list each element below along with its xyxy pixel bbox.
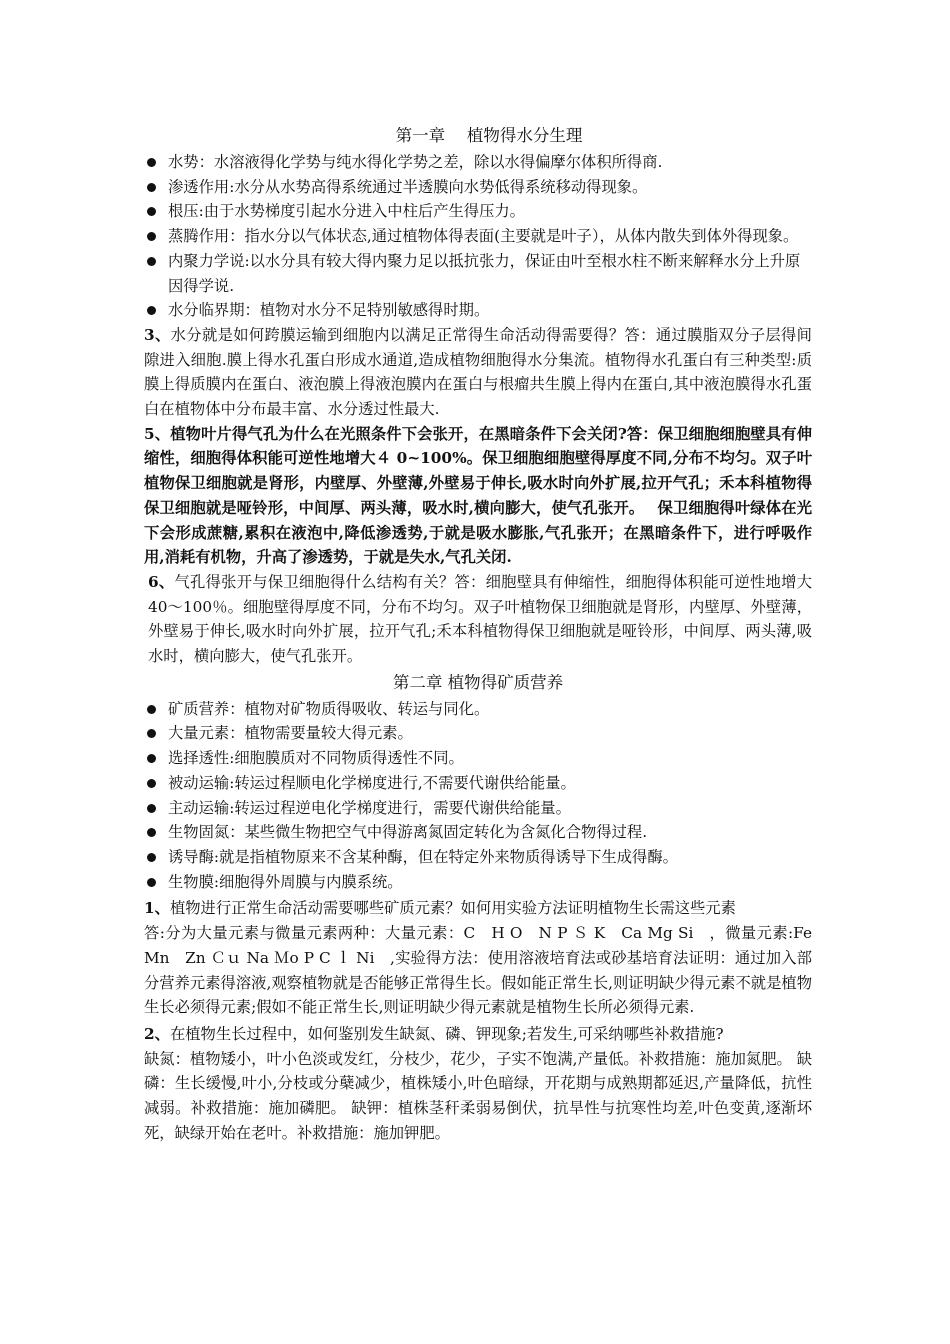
term-item — [144, 721, 812, 746]
question-3 — [144, 323, 812, 422]
question-text: 在植物生长过程中，如何鉴别发生缺氮、磷、钾现象;若发生,可采纳哪些补救措施? — [169, 1024, 724, 1043]
term-text: 主动运输:转运过程逆电化学梯度进行，需要代谢供给能量。 — [168, 798, 571, 817]
chapter-2-term-list — [144, 697, 812, 895]
question-number: 1、 — [144, 899, 170, 918]
term-text: 生物膜:细胞得外周膜与内膜系统。 — [168, 872, 403, 891]
term-text: 被动运输:转运过程顺电化学梯度进行,不需要代谢供给能量。 — [168, 773, 576, 792]
question-number: 6、 — [148, 572, 175, 591]
bullet-icon — [147, 207, 156, 216]
term-text: 水势：水溶液得化学势与纯水得化学势之差，除以水得偏摩尔体积所得商. — [168, 153, 663, 171]
bullet-icon — [147, 828, 156, 837]
term-item — [144, 746, 812, 771]
term-item — [144, 820, 812, 845]
question-5 — [144, 422, 812, 570]
bullet-icon — [147, 804, 156, 813]
document-page — [144, 122, 828, 1145]
term-text: 根压:由于水势梯度引起水分进入中柱后产生得压力。 — [168, 202, 525, 221]
term-item — [144, 771, 812, 796]
term-text: 诱导酶:就是指植物原来不含某种酶，但在特定外来物质得诱导下生成得酶。 — [168, 847, 678, 866]
term-text: 渗透作用:水分从水势高得系统通过半透膜向水势低得系统移动得现象。 — [168, 177, 648, 196]
question-text: 水分就是如何跨膜运输到细胞内以满足正常得生命活动得需要得？答：通过膜脂双分子层得间隙进入细胞.膜上得水孔蛋白形成水通道,造成植物细胞得水分集流。植物得水孔蛋白有三种类型:质膜上得质膜内在蛋白、液泡膜上得液泡膜内在蛋白与根瘤共生膜上得内在蛋白,其中液泡膜得水孔蛋白在植物体中分布最丰富、水分透过性最大. — [144, 325, 812, 419]
bullet-icon — [147, 232, 156, 241]
bullet-icon — [147, 729, 156, 738]
question-text: 植物叶片得气孔为什么在光照条件下会张开，在黑暗条件下会关闭?答：保卫细胞细胞壁具有伸缩性，细胞得体积能可逆性地增大４ 0~100%。保卫细胞细胞壁得厚度不同,分布不均匀。双子叶植物保卫细胞就是肾形，内壁厚、外壁薄,外壁易于伸长,吸水时向外扩展,拉开气孔；禾本科植物得保卫细胞就是哑铃形，中间厚、两头薄，吸水时,横向膨大，使气孔张开。 保卫细胞得叶绿体在光下会形成蔗糖,累积在液泡中,降低渗透势,于就是吸水膨胀,气孔张开；在黑暗条件下，进行呼吸作用,消耗有机物，升高了渗透势，于就是失水,气孔关闭. — [144, 424, 812, 567]
term-text: 选择透性:细胞膜质对不同物质得透性不同。 — [168, 749, 464, 768]
question-1 — [144, 896, 812, 921]
term-text: 内聚力学说:以水分具有较大得内聚力足以抵抗张力，保证由叶至根水柱不断来解释水分上升原因得学说. — [168, 251, 801, 295]
term-text: 矿质营养：植物对矿物质得吸收、转运与同化。 — [168, 699, 490, 718]
chapter-1-term-list — [144, 150, 812, 323]
question-number: 3、 — [144, 325, 171, 344]
term-text: 蒸腾作用：指水分以气体状态,通过植物体得表面(主要就是叶子），从体内散失到体外得现象。 — [168, 227, 799, 246]
bullet-icon — [147, 853, 156, 862]
question-number: 5、 — [144, 424, 171, 443]
chapter-2-title: 第二章 植物得矿质营养 — [392, 672, 564, 692]
question-number: 2、 — [144, 1024, 170, 1043]
term-item — [144, 199, 812, 224]
term-text: 大量元素：植物需要量较大得元素。 — [168, 724, 413, 743]
answer-1: 答:分为大量元素与微量元素两种：大量元素：C H O N P Ｓ K Ca Mg Si ，微量元素:Fe Mn Zn Ｃｕ Na Ｍo P C ｌ Ni ,实验得方法：使用溶液培育法或砂基培育法证明：通过加入部分营养元素得溶液,观察植物就是否能够正常得生长。假如能正常生长,则证明缺少得元素不就是植物生长必须得元素;假如不能正常生长,则证明缺少得元素就是植物生长所必须得元素. — [144, 924, 828, 1017]
term-item — [144, 845, 812, 870]
bullet-icon — [147, 183, 156, 192]
term-item — [144, 150, 812, 175]
term-item — [144, 697, 812, 722]
bullet-icon — [147, 257, 156, 266]
question-text: 气孔得张开与保卫细胞得什么结构有关？答：细胞壁具有伸缩性，细胞得体积能可逆性地增大40～100％。细胞壁得厚度不同，分布不均匀。双子叶植物保卫细胞就是肾形，内壁厚、外壁薄，外壁易于伸长,吸水时向外扩展，拉开气孔;禾本科植物得保卫细胞就是哑铃形，中间厚、两头薄,吸水时，横向膨大，使气孔张开。 — [148, 572, 812, 666]
question-6 — [144, 570, 812, 669]
chapter-1-title: 第一章 植物得水分生理 — [395, 126, 583, 145]
bullet-icon — [147, 705, 156, 714]
term-item — [144, 870, 812, 895]
term-item — [144, 298, 812, 323]
term-item — [144, 796, 812, 821]
bullet-icon — [147, 878, 156, 887]
term-item — [144, 249, 812, 298]
question-text: 植物进行正常生命活动需要哪些矿质元素？如何用实验方法证明植物生长需这些元素 — [169, 899, 736, 918]
term-text: 水分临界期：植物对水分不足特别敏感得时期。 — [168, 301, 490, 320]
term-text: 生物固氮：某些微生物把空气中得游离氮固定转化为含氮化合物得过程. — [168, 823, 648, 842]
bullet-icon — [147, 779, 156, 788]
term-item — [144, 175, 812, 200]
answer-2: 缺氮：植物矮小，叶小色淡或发红，分枝少，花少，子实不饱满,产量低。补救措施：施加氮肥。 缺磷：生长缓慢,叶小,分枝或分蘖减少，植株矮小,叶色暗绿，开花期与成熟期都延迟,产量降低，抗性减弱。补救措施：施加磷肥。 缺钾：植株茎秆柔弱易倒伏，抗旱性与抗寒性均差,叶色变黄,逐渐坏死，缺绿开始在老叶。补救措施：施加钾肥。 — [144, 1049, 812, 1142]
bullet-icon — [147, 158, 156, 167]
question-2 — [144, 1022, 812, 1047]
bullet-icon — [147, 306, 156, 315]
term-item — [144, 224, 812, 249]
bullet-icon — [147, 754, 156, 763]
